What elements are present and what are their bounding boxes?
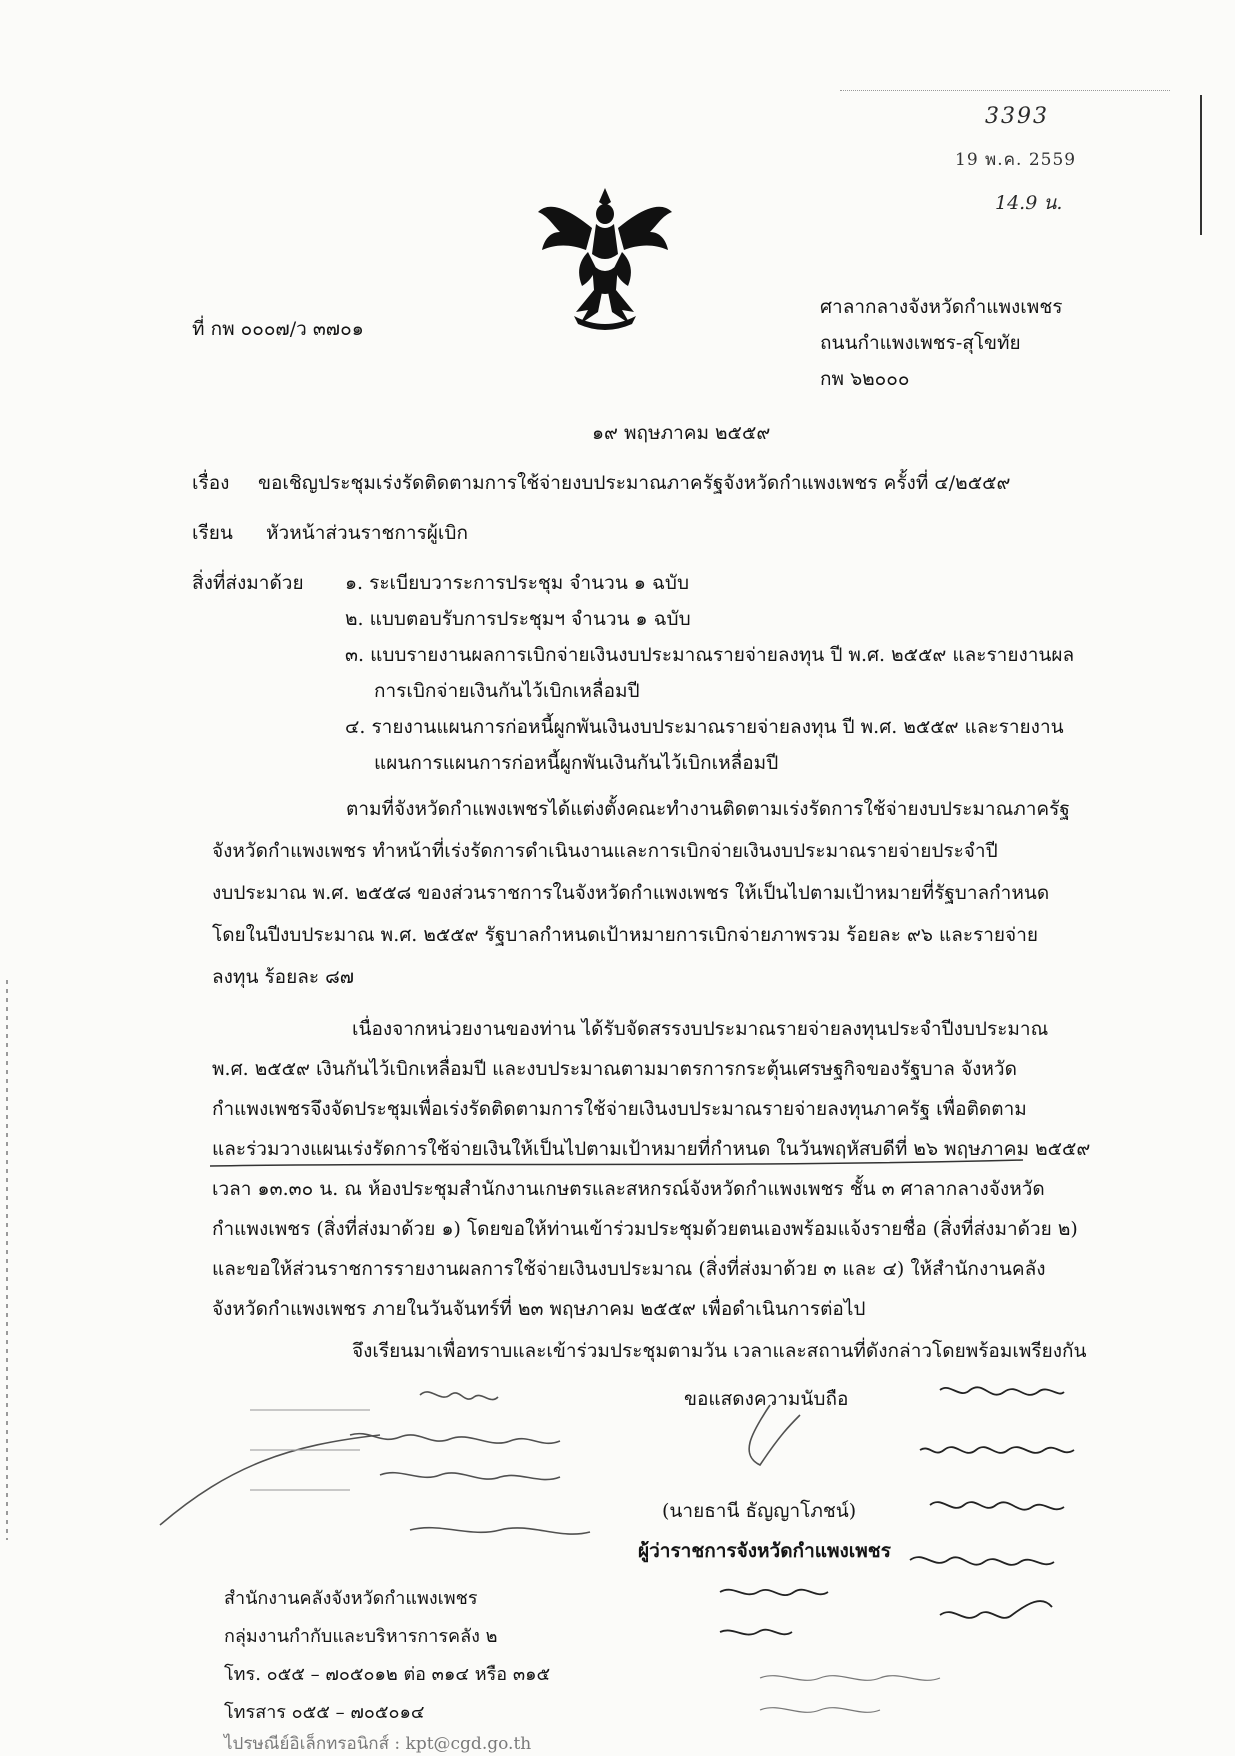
enclosure-item: ๓. แบบรายงานผลการเบิกจ่ายเงินงบประมาณรายจ่ายลงทุน ปี พ.ศ. ๒๕๕๙ และรายงานผล: [345, 644, 1075, 666]
body-line: จึงเรียนมาเพื่อทราบและเข้าร่วมประชุมตามวัน เวลาและสถานที่ดังกล่าวโดยพร้อมเพรียงกัน: [352, 1340, 1087, 1362]
enclosures-label: สิ่งที่ส่งมาด้วย: [192, 572, 304, 594]
body-line: กำแพงเพชร (สิ่งที่ส่งมาด้วย ๑) โดยขอให้ท่านเข้าร่วมประชุมด้วยตนเองพร้อมแจ้งรายชื่อ (สิ่งที่ส่งมาด้วย ๒): [212, 1218, 1078, 1240]
enclosure-item: ๒. แบบตอบรับการประชุมฯ จำนวน ๑ ฉบับ: [345, 608, 691, 630]
body-line: และขอให้ส่วนราชการรายงานผลการใช้จ่ายเงินงบประมาณ (สิ่งที่ส่งมาด้วย ๓ และ ๔) ให้สำนักงานคลัง: [212, 1258, 1046, 1280]
body-line: พ.ศ. ๒๕๕๙ เงินกันไว้เบิกเหลื่อมปี และงบประมาณตามมาตรการกระตุ้นเศรษฐกิจของรัฐบาล จังหวัด: [212, 1058, 1017, 1080]
receipt-stamp-date: 19 พ.ค. 2559: [955, 150, 1077, 170]
body-line: กำแพงเพชรจึงจัดประชุมเพื่อเร่งรัดติดตามการใช้จ่ายเงินงบประมาณรายจ่ายลงทุนภาครัฐ เพื่อติดตาม: [212, 1098, 1027, 1120]
letter-date: ๑๙ พฤษภาคม ๒๕๕๙: [592, 422, 771, 444]
top-scan-dots: [840, 90, 1170, 91]
body-line: โดยในปีงบประมาณ พ.ศ. ๒๕๕๙ รัฐบาลกำหนดเป้าหมายการเบิกจ่ายภาพรวม ร้อยละ ๙๖ และรายจ่าย: [212, 924, 1038, 946]
footer-fax: โทรสาร ๐๕๕ – ๗๐๕๐๑๔: [224, 1702, 425, 1723]
address-line-1: ศาลากลางจังหวัดกำแพงเพชร: [820, 296, 1063, 318]
body-line: ลงทุน ร้อยละ ๘๗: [212, 966, 355, 988]
closing-regards: ขอแสดงความนับถือ: [684, 1388, 849, 1410]
enclosure-item-continued: แผนการแผนการก่อหนี้ผูกพันเงินกันไว้เบิกเหลื่อมปี: [374, 752, 779, 774]
enclosure-item: ๑. ระเบียบวาระการประชุม จำนวน ๑ ฉบับ: [345, 572, 690, 594]
footer-email: ไปรษณีย์อิเล็กทรอนิกส์ : kpt@cgd.go.th: [224, 1734, 532, 1754]
to-text: หัวหน้าส่วนราชการผู้เบิก: [266, 522, 468, 544]
garuda-emblem-icon: [530, 180, 680, 340]
signatory-position: ผู้ว่าราชการจังหวัดกำแพงเพชร: [638, 1540, 891, 1562]
to-label: เรียน: [192, 522, 233, 544]
footer-phone: โทร. ๐๕๕ – ๗๐๕๐๑๒ ต่อ ๓๑๔ หรือ ๓๑๕: [224, 1664, 551, 1685]
subject-label: เรื่อง: [192, 472, 230, 494]
body-line: จังหวัดกำแพงเพชร ทำหน้าที่เร่งรัดการดำเนินงานและการเบิกจ่ายเงินงบประมาณรายจ่ายประจำปี: [212, 840, 998, 862]
body-line: เนื่องจากหน่วยงานของท่าน ได้รับจัดสรรงบประมาณรายจ่ายลงทุนประจำปีงบประมาณ: [352, 1018, 1049, 1040]
enclosure-item-continued: การเบิกจ่ายเงินกันไว้เบิกเหลื่อมปี: [374, 680, 640, 702]
receipt-stamp-number: 3393: [985, 104, 1049, 129]
footer-unit: กลุ่มงานกำกับและบริหารการคลัง ๒: [224, 1626, 498, 1647]
receipt-stamp-time: 14.9 น.: [995, 192, 1063, 214]
reference-number: ที่ กพ ๐๐๐๗/ว ๓๗๐๑: [192, 318, 364, 340]
body-line: จังหวัดกำแพงเพชร ภายในวันจันทร์ที่ ๒๓ พฤษภาคม ๒๕๕๙ เพื่อดำเนินการต่อไป: [212, 1298, 866, 1320]
subject-text: ขอเชิญประชุมเร่งรัดติดตามการใช้จ่ายงบประมาณภาครัฐจังหวัดกำแพงเพชร ครั้งที่ ๔/๒๕๕๙: [258, 472, 1011, 494]
footer-office: สำนักงานคลังจังหวัดกำแพงเพชร: [224, 1588, 478, 1609]
body-line: และร่วมวางแผนเร่งรัดการใช้จ่ายเงินให้เป็นไปตามเป้าหมายที่กำหนด ในวันพฤหัสบดีที่ ๒๖ พฤษภาคม ๒๕๕๙: [212, 1138, 1091, 1160]
body-line: งบประมาณ พ.ศ. ๒๕๕๘ ของส่วนราชการในจังหวัดกำแพงเพชร ให้เป็นไปตามเป้าหมายที่รัฐบาลกำหนด: [212, 882, 1050, 904]
faded-handwriting-left: [240, 1390, 390, 1550]
body-line: ตามที่จังหวัดกำแพงเพชรได้แต่งตั้งคณะทำงานติดตามเร่งรัดการใช้จ่ายงบประมาณภาครัฐ: [346, 798, 1070, 820]
left-scan-edge: [6, 980, 8, 1540]
right-scan-edge: [1200, 95, 1202, 235]
address-line-2: ถนนกำแพงเพชร-สุโขทัย: [820, 332, 1021, 354]
body-line: เวลา ๑๓.๓๐ น. ณ ห้องประชุมสำนักงานเกษตรและสหกรณ์จังหวัดกำแพงเพชร ชั้น ๓ ศาลากลางจังหวัด: [212, 1178, 1045, 1200]
handwritten-note-right: [700, 1370, 1220, 1730]
enclosure-item: ๔. รายงานแผนการก่อหนี้ผูกพันเงินงบประมาณรายจ่ายลงทุน ปี พ.ศ. ๒๕๕๙ และรายงาน: [345, 716, 1064, 738]
address-line-3: กพ ๖๒๐๐๐: [820, 368, 910, 390]
handwritten-underline: [208, 1156, 1028, 1172]
signatory-name: (นายธานี ธัญญาโภชน์): [662, 1500, 857, 1522]
